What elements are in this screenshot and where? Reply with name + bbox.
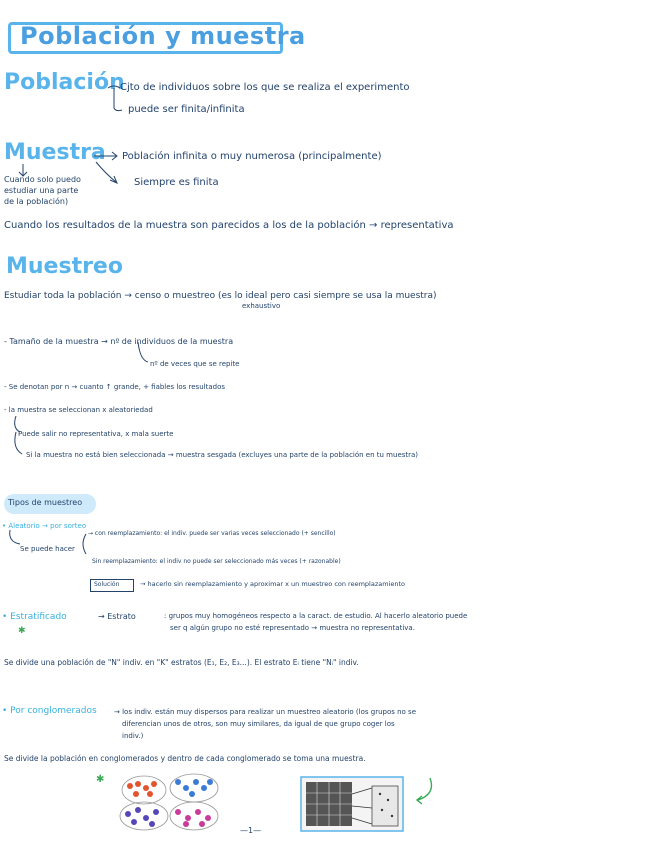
side-note-line: de la población) — [4, 197, 69, 206]
muestra-def: Población infinita o muy numerosa (principalmente) — [122, 151, 382, 162]
tamano-bracket — [136, 340, 150, 366]
muestra-finita: Siempre es finita — [134, 177, 219, 188]
conglomerados-divide: Se divide la población en conglomerados y dentro de cada conglomerado se toma una muestra. — [4, 754, 366, 763]
representativa-line: Cuando los resultados de la muestra son parecidos a los de la población → representativa — [4, 220, 454, 231]
muestreo-no-representativa: Puede salir no representativa, x mala suerte — [18, 430, 174, 438]
people-clusters-illustration — [116, 770, 226, 836]
star-icon: ✱ — [18, 626, 26, 636]
page-number: —1— — [240, 826, 262, 835]
tipo-aleatorio: • Aleatorio → por sorteo — [2, 522, 87, 530]
muestreo-estudiar: Estudiar toda la población → censo o muestreo (es lo ideal pero casi siempre se usa la muestra) — [4, 291, 437, 301]
grid-sampling-illustration — [300, 776, 404, 832]
side-note-line: Cuando solo puedo — [4, 175, 81, 184]
muestreo-tamano2: nº de veces que se repite — [150, 360, 240, 368]
muestra-side-note — [4, 174, 81, 207]
estrato-text2: ser q algún grupo no esté representado → muestra no representativa. — [170, 624, 415, 632]
conglomerados-text3: indiv.) — [122, 732, 144, 740]
muestreo-aleatoriedad: - la muestra se seleccionan x aleatoriedad — [4, 406, 153, 414]
muestreo-sesgada: Si la muestra no está bien seleccionada → muestra sesgada (excluyes una parte de la población en tu muestra) — [26, 451, 419, 459]
side-note-line: estudiar una parte — [4, 186, 79, 195]
muestreo-heading: Muestreo — [6, 254, 123, 279]
tipo-estratificado: • Estratificado — [2, 612, 67, 622]
page-title: Población y muestra — [20, 22, 306, 50]
curved-arrow-icon — [410, 776, 436, 806]
solucion-label: Solución — [94, 581, 120, 588]
aleatorio-se-puede: Se puede hacer — [20, 545, 75, 553]
estrato-label: → Estrato — [98, 612, 136, 621]
sin-reemplazamiento: Sin reemplazamiento: el indiv no puede ser seleccionado más veces (+ razonable) — [92, 558, 341, 565]
muestra-arrows — [92, 148, 122, 192]
poblacion-heading: Población — [4, 70, 125, 95]
muestreo-exhaustivo: exhaustivo — [242, 302, 281, 310]
poblacion-def: Cjto de individuos sobre los que se realiza el experimento — [120, 82, 410, 93]
con-reemplazamiento: → con reemplazamiento: el indiv. puede ser varias veces seleccionado (+ sencillo) — [88, 530, 336, 537]
poblacion-finita: puede ser finita/infinita — [128, 104, 245, 115]
aleatorio-bracket — [6, 528, 96, 558]
estrato-text1: : grupos muy homogéneos respecto a la caract. de estudio. Al hacerlo aleatorio puede — [164, 612, 468, 620]
conglomerados-text1: → los indiv. están muy dispersos para realizar un muestreo aleatorio (los grupos no se — [114, 708, 417, 716]
muestreo-denotan: - Se denotan por n → cuanto ↑ grande, + fiables los resultados — [4, 383, 225, 391]
muestreo-tamano: - Tamaño de la muestra → nº de individuos de la muestra — [4, 337, 234, 346]
tipo-conglomerados: • Por conglomerados — [2, 706, 97, 716]
tipos-heading: Tipos de muestreo — [8, 498, 83, 507]
conglomerados-text2: diferencian unos de otros, son muy similares, da igual de que grupo coger los — [122, 720, 395, 728]
poblacion-bracket — [106, 80, 126, 116]
solucion-text: → hacerlo sin reemplazamiento y aproximar x un muestreo con reemplazamiento — [140, 580, 406, 588]
muestra-heading: Muestra — [4, 140, 106, 165]
star-icon: ✱ — [96, 774, 105, 785]
estratos-divide: Se divide una población de "N" indiv. en "K" estratos (E₁, E₂, E₃...). El estrato Eᵢ tiene "Nᵢ" indiv. — [4, 658, 359, 667]
